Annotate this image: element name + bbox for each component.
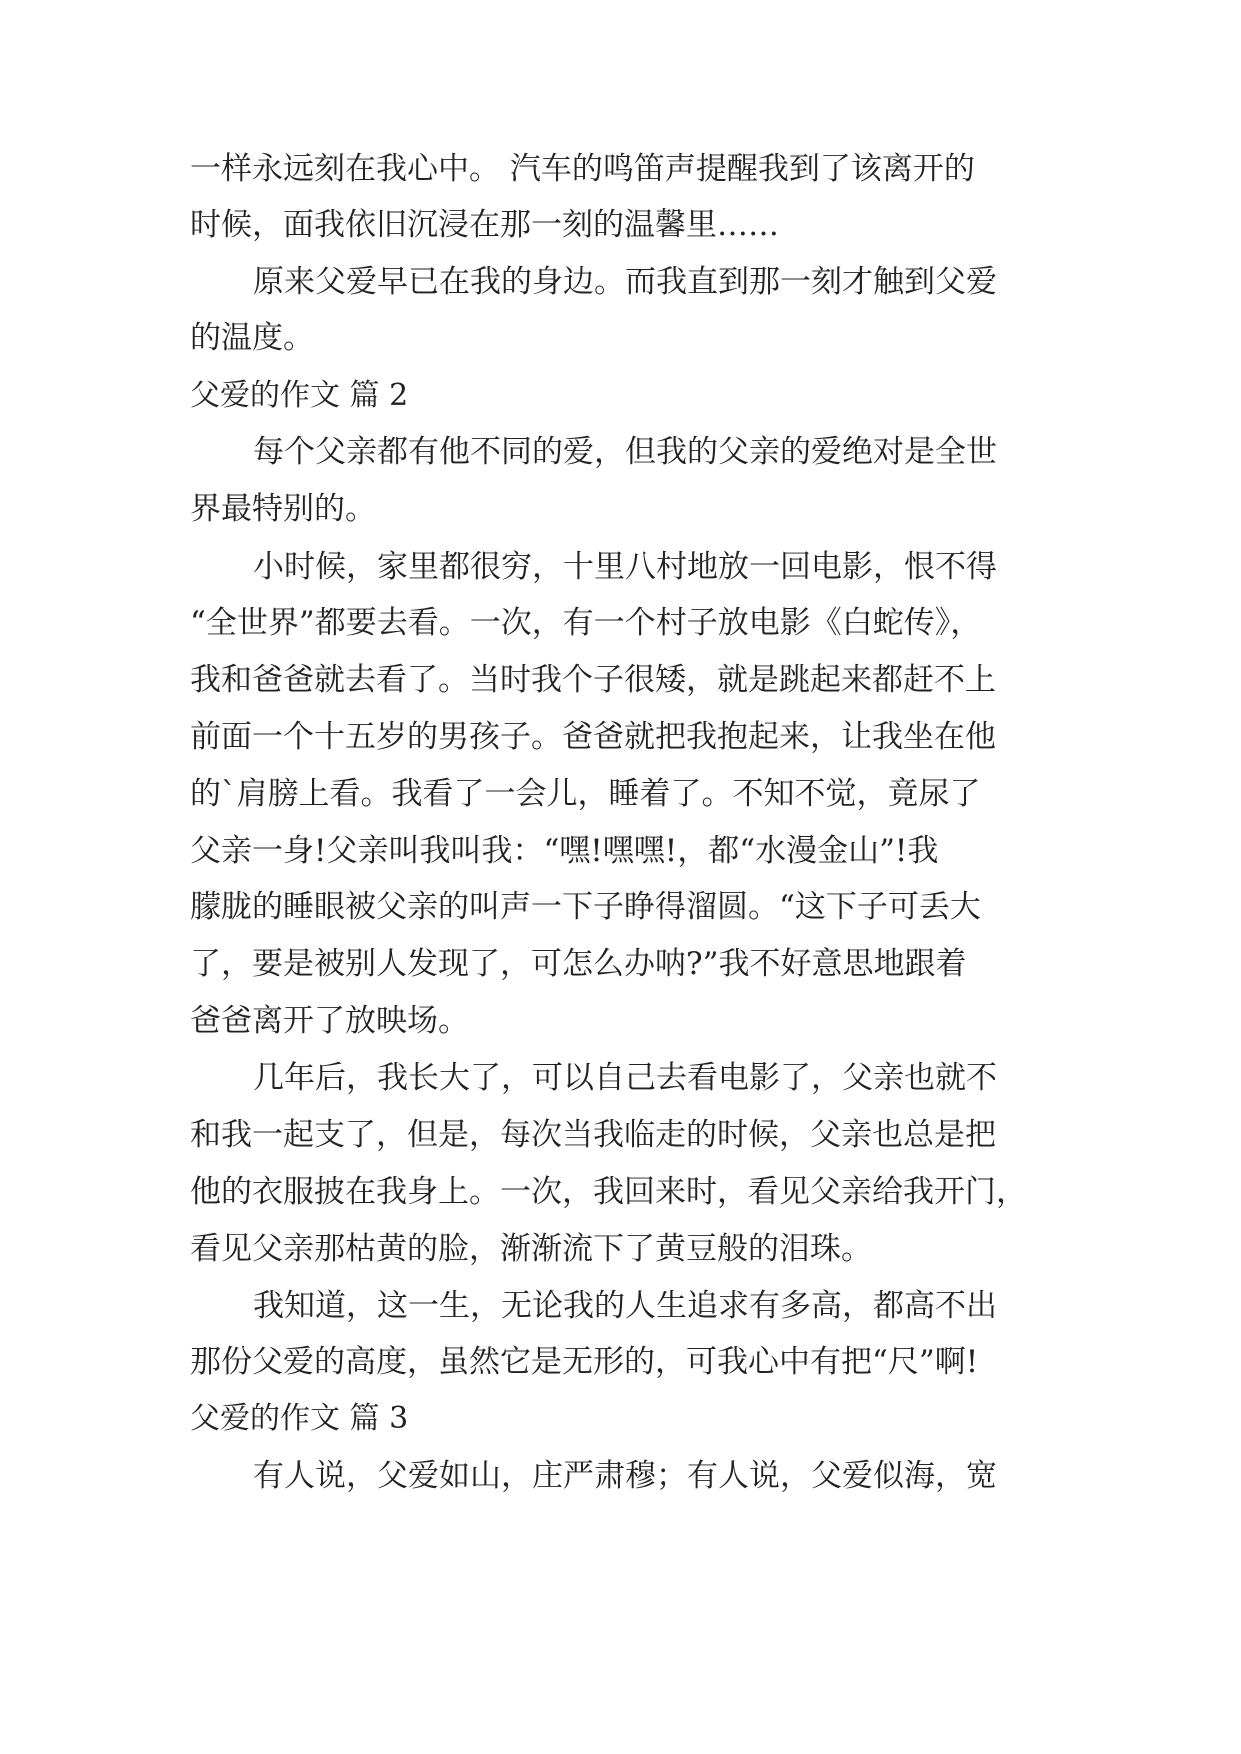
paragraph-first-line: 原来父爱早已在我的身边。而我直到那一刻才触到父爱: [253, 264, 997, 300]
paragraph-first-line: 小时候，家里都很穷，十里八村地放一回电影，恨不得: [253, 549, 997, 585]
text-line: 看见父亲那枯黄的脸，渐渐流下了黄豆般的泪珠。: [190, 1231, 872, 1267]
text-line: 父亲一身!父亲叫我叫我：“嘿!嘿嘿!，都“水漫金山”!我: [190, 833, 939, 869]
text-line: 前面一个十五岁的男孩子。爸爸就把我抱起来，让我坐在他: [190, 719, 996, 755]
paragraph-first-line: 每个父亲都有他不同的爱，但我的父亲的爱绝对是全世: [253, 434, 997, 470]
paragraph-first-line: 几年后，我长大了，可以自己去看电影了，父亲也就不: [253, 1060, 997, 1096]
text-line: 一样永远刻在我心中。 汽车的鸣笛声提醒我到了该离开的: [190, 151, 975, 187]
text-line: 我和爸爸就去看了。当时我个子很矮，就是跳起来都赶不上: [190, 662, 996, 698]
paragraph-first-line: 有人说，父爱如山，庄严肃穆；有人说，父爱似海，宽: [253, 1458, 997, 1494]
text-line: 爸爸离开了放映场。: [190, 1003, 469, 1039]
text-line: 的温度。: [190, 320, 314, 356]
text-line: “全世界”都要去看。一次，有一个村子放电影《白蛇传》，: [190, 605, 982, 641]
text-line: 了，要是被别人发现了，可怎么办呐?”我不好意思地跟着: [190, 946, 967, 982]
text-line: 他的衣服披在我身上。一次，我回来时，看见父亲给我开门，: [190, 1174, 1027, 1210]
paragraph-first-line: 我知道，这一生，无论我的人生追求有多高，都高不出: [253, 1288, 997, 1324]
section-heading: 父爱的作文 篇 3: [190, 1401, 409, 1436]
text-line: 和我一起支了，但是，每次当我临走的时候，父亲也总是把: [190, 1117, 996, 1153]
text-line: 界最特别的。: [190, 491, 376, 527]
text-line: 的`肩膀上看。我看了一会儿，睡着了。不知不觉，竟尿了: [190, 776, 981, 812]
text-line: 那份父爱的高度，虽然它是无形的，可我心中有把“尺”啊!: [190, 1344, 979, 1380]
section-heading: 父爱的作文 篇 2: [190, 378, 409, 413]
text-line: 时候，面我依旧沉浸在那一刻的温馨里……: [190, 207, 779, 243]
text-line: 朦胧的睡眼被父亲的叫声一下子睁得溜圆。“这下子可丢大: [190, 889, 981, 925]
